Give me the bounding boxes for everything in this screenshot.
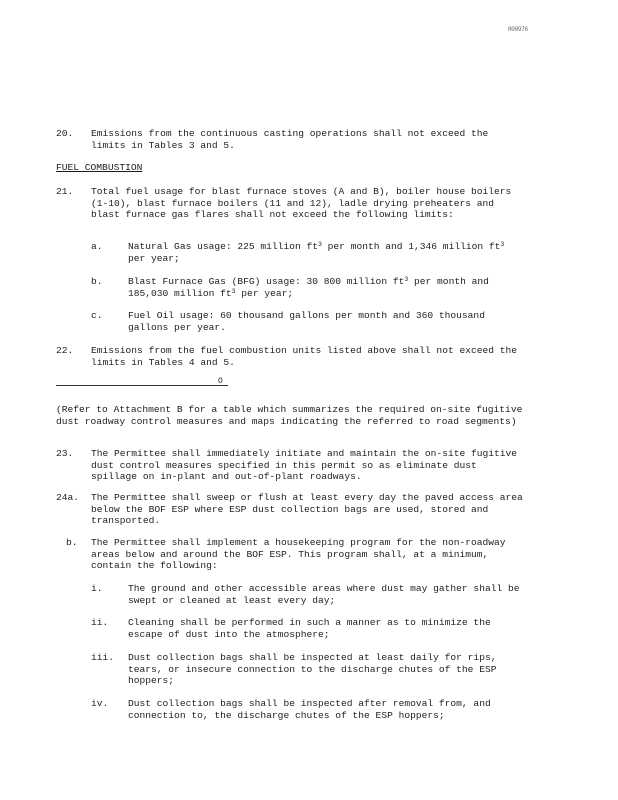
- sub-item-text: The ground and other accessible areas where dust may gather shall be swept or cleaned at least every day;: [128, 583, 520, 606]
- page-number: R00976: [508, 26, 528, 33]
- item-text: The Permittee shall sweep or flush at least every day the paved access area below the BOF ESP where ESP dust collection bags are used, stored and transported.: [91, 492, 523, 526]
- item-text: Emissions from the continuous casting operations shall not exceed the limits in Tables 3 and 5.: [91, 128, 489, 151]
- item-text: Total fuel usage for blast furnace stoves (A and B), boiler house boilers (1-10), blast furnace boilers (11 and 12), ladle drying preheaters and blast furnace gas flares shall not exceed the following limits:: [91, 186, 512, 220]
- item-24b-ii: [91, 617, 526, 640]
- item-22: [56, 345, 526, 368]
- sub-item-label: ii.: [91, 617, 109, 628]
- section-rule: [56, 385, 228, 386]
- item-24b-iv: [91, 698, 526, 721]
- item-20: [56, 128, 526, 151]
- item-number: b.: [66, 537, 78, 548]
- sub-item-text: Blast Furnace Gas (BFG) usage: 30 800 million $ft^3$ per month and 185,030 million $ft^3$ per year;: [128, 276, 489, 299]
- item-24b-iii: [91, 652, 526, 687]
- item-21c: [91, 310, 526, 333]
- item-24b-i: [91, 583, 526, 606]
- sub-item-label: a.: [91, 241, 103, 252]
- sub-item-text: Cleaning shall be performed in such a manner as to minimize the escape of dust into the atmosphere;: [128, 617, 491, 640]
- section-heading-fuel-combustion: FUEL COMBUSTION: [56, 162, 143, 173]
- sub-item-label: iv.: [91, 698, 109, 709]
- item-number: 22.: [56, 345, 74, 356]
- item-text: The Permittee shall implement a housekeeping program for the non-roadway areas below and around the BOF ESP. This program shall, at a minimum, contain the following:: [91, 537, 506, 571]
- item-text: Emissions from the fuel combustion units listed above shall not exceed the limits in Tables 4 and 5.: [91, 345, 518, 368]
- item-24a: [56, 492, 526, 527]
- item-21b: [91, 276, 526, 299]
- sub-item-label: i.: [91, 583, 103, 594]
- note-text: (Refer to Attachment B for a table which summarizes the required on-site fugitive dust roadway control measures and maps indicating the referred to road segments): [56, 404, 523, 427]
- sub-item-text: Natural Gas usage: 225 million $ft^3$ per month and 1,346 million $ft^3$ per year;: [128, 241, 505, 264]
- sub-item-text: Fuel Oil usage: 60 thousand gallons per month and 360 thousand gallons per year.: [128, 310, 485, 333]
- item-number: 20.: [56, 128, 74, 139]
- item-23: [56, 448, 526, 483]
- item-text: The Permittee shall immediately initiate and maintain the on-site fugitive dust control measures specified in this permit so as eliminate dust spillage on in-plant and out-of-plant roadways.: [91, 448, 518, 482]
- sub-item-label: iii.: [91, 652, 115, 663]
- attachment-note: [56, 404, 526, 427]
- item-number: 23.: [56, 448, 74, 459]
- item-number: 21.: [56, 186, 74, 197]
- sub-item-text: Dust collection bags shall be inspected at least daily for rips, tears, or insecure connection to the discharge chutes of the ESP hoppers;: [128, 652, 497, 686]
- sub-item-text: Dust collection bags shall be inspected after removal from, and connection to, the discharge chutes of the ESP hoppers;: [128, 698, 491, 721]
- item-24b: [66, 537, 526, 572]
- item-21a: [91, 241, 526, 264]
- sub-item-label: b.: [91, 276, 103, 287]
- sub-item-label: c.: [91, 310, 103, 321]
- rule-mark: O: [218, 377, 223, 386]
- item-number: 24a.: [56, 492, 80, 503]
- item-21: [56, 186, 526, 221]
